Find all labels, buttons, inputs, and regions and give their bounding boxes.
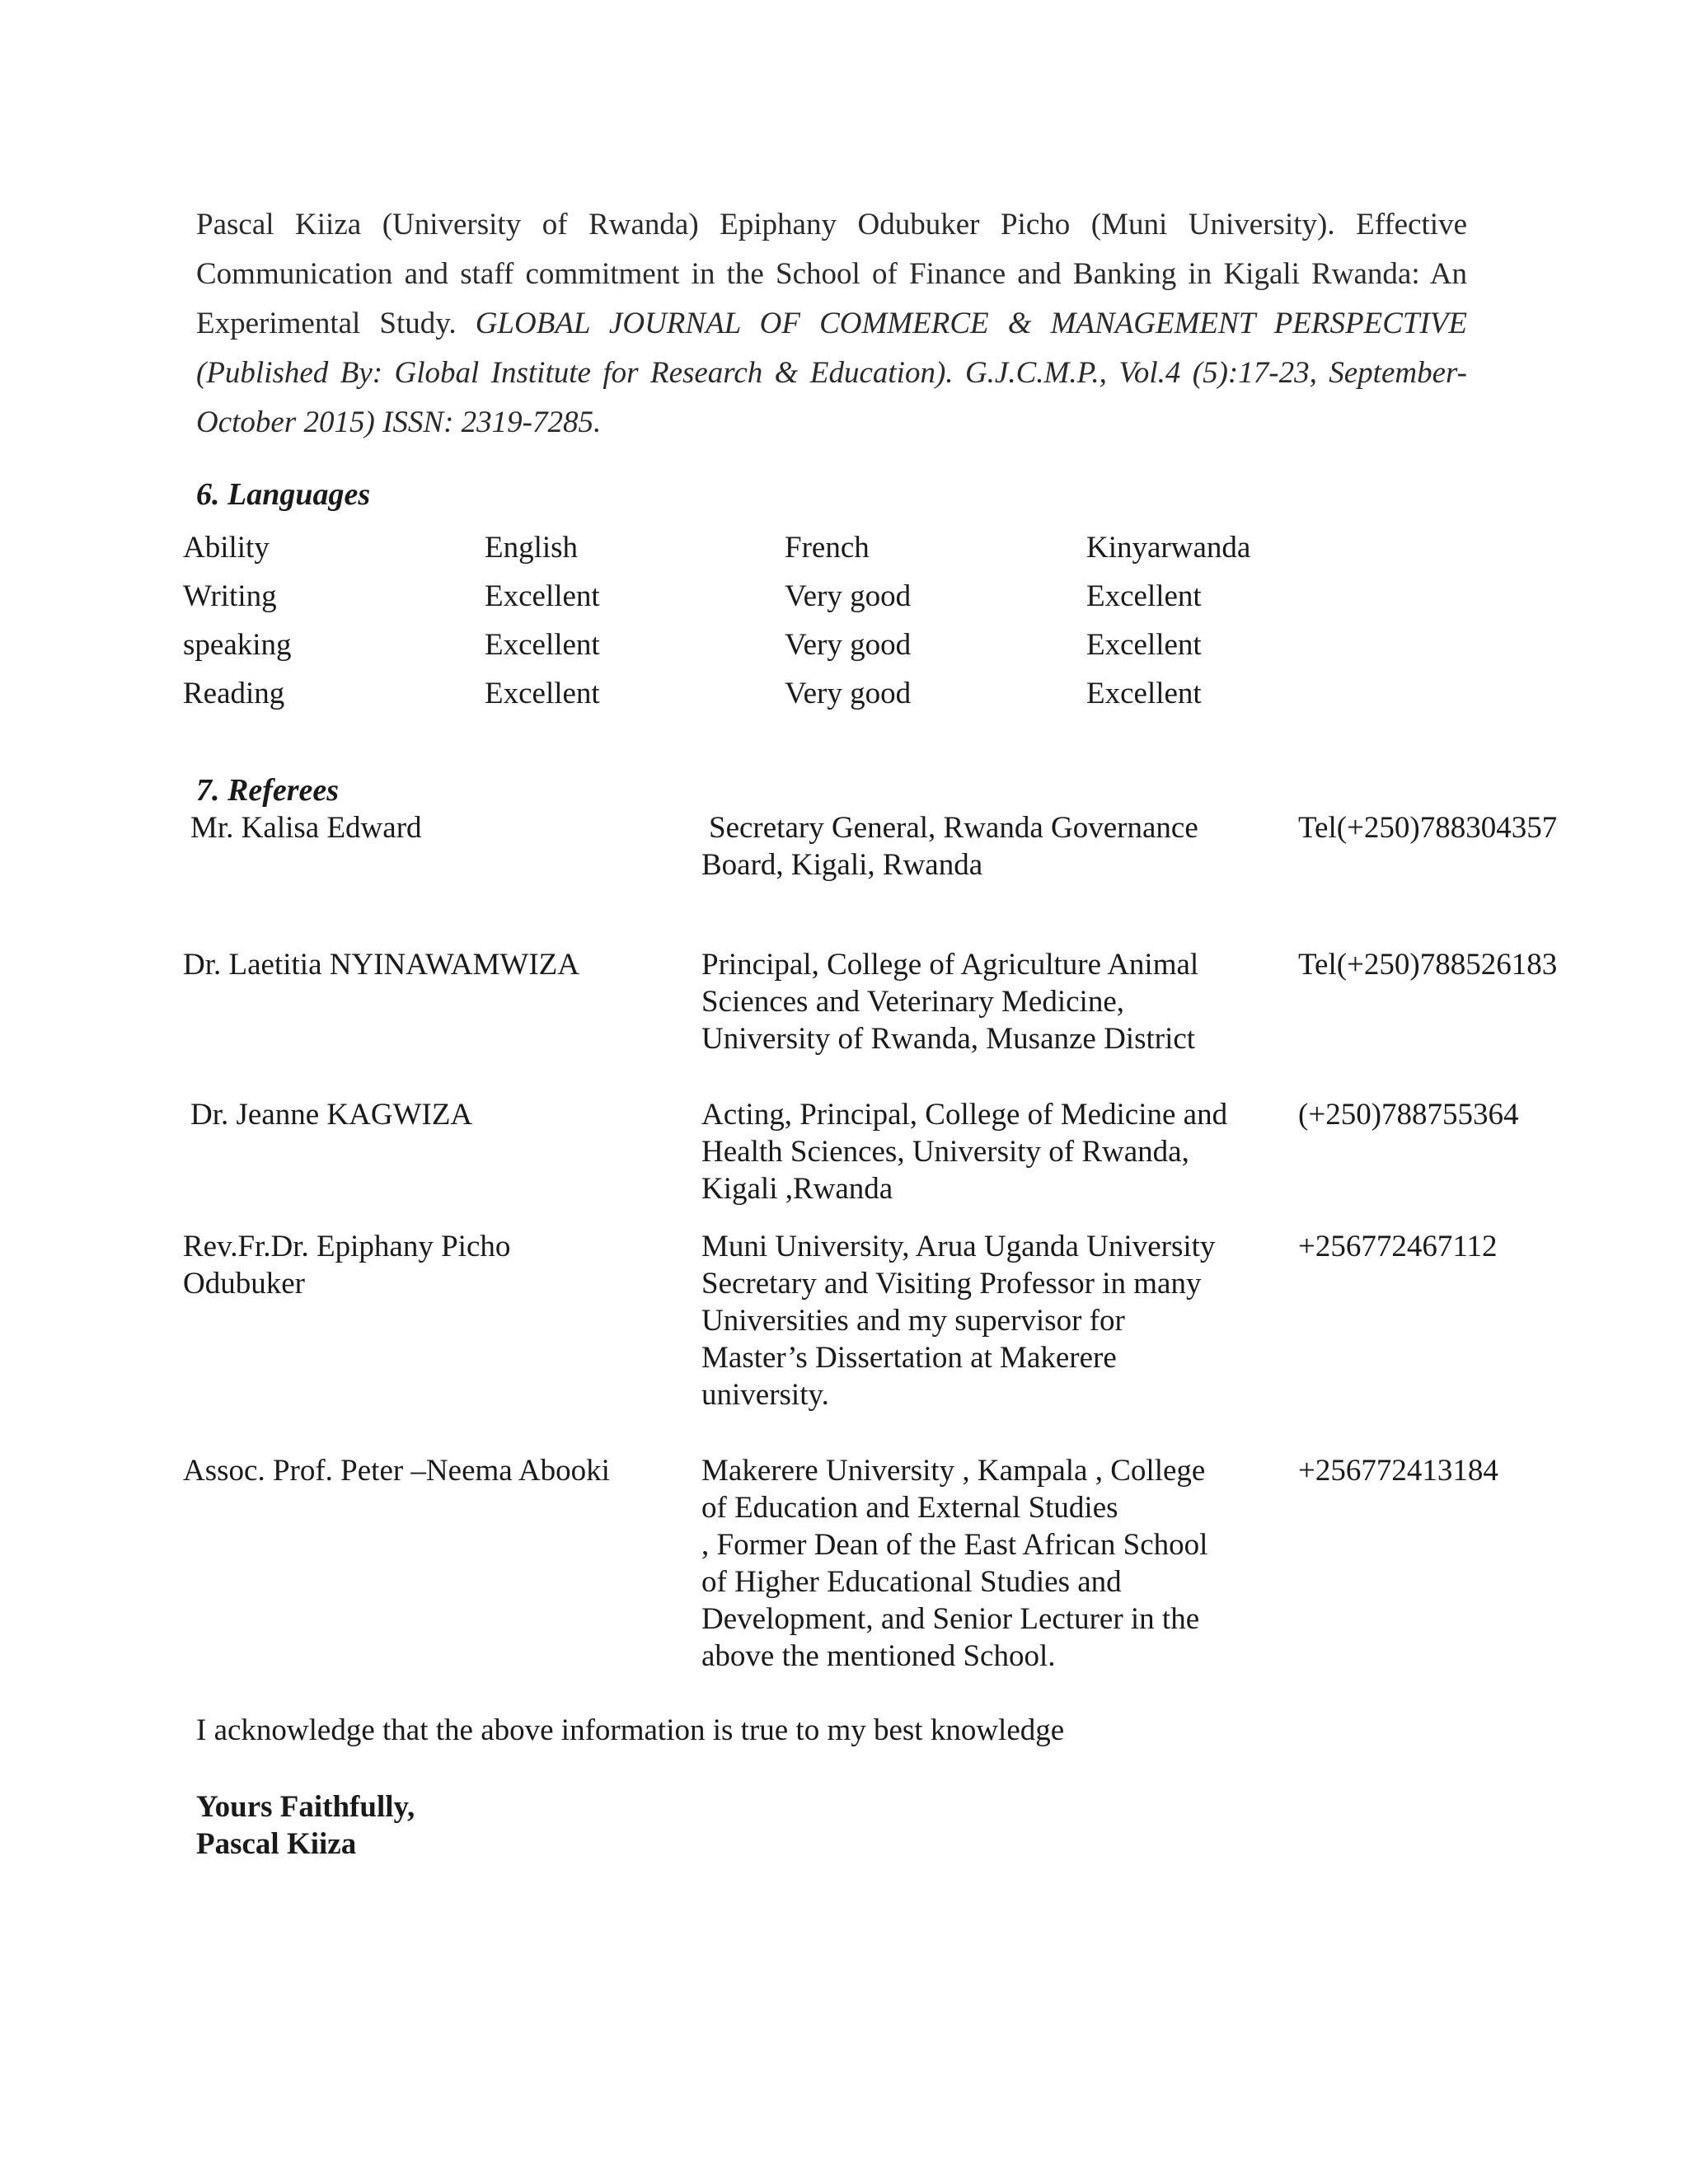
position-line: Principal, College of Agriculture Animal	[701, 948, 1199, 982]
languages-row	[183, 621, 1334, 669]
position-line: of Education and External Studies	[701, 1491, 1118, 1525]
languages-cell: Excellent	[1086, 628, 1202, 662]
publication-journal: GLOBAL JOURNAL OF COMMERCE & MANAGEMENT PERSPECTIVE (Published By: Global Institute for Research & Education). G.J.C.M.P., Vol.4 (5):17-23, September-October 2015) ISSN: 2319-7285.	[196, 307, 1467, 439]
languages-row	[183, 669, 1334, 718]
languages-cell: Excellent	[1086, 677, 1202, 710]
position-line: Secretary and Visiting Professor in many	[701, 1267, 1202, 1301]
position-line: Kigali ,Rwanda	[701, 1172, 893, 1206]
position-line: Makerere University , Kampala , College	[701, 1454, 1206, 1488]
position-line: of Higher Educational Studies and	[701, 1565, 1122, 1599]
languages-row	[183, 572, 1334, 621]
position-line: Acting, Principal, College of Medicine and	[701, 1098, 1228, 1132]
languages-header-cell: Ability	[183, 531, 270, 565]
salutation: Yours Faithfully,	[196, 1790, 415, 1824]
publication-citation: Pascal Kiiza (University of Rwanda) Epiphany Odubuker Picho (Muni University). Effective Communication and staff commitment in the School of Finance and Banking in Kigali Rwanda: An Experimental Study.	[196, 208, 1467, 340]
languages-cell: Writing	[183, 579, 277, 613]
languages-cell: Very good	[785, 677, 912, 710]
languages-header-cell: French	[785, 531, 870, 565]
languages-header-cell: Kinyarwanda	[1086, 531, 1251, 565]
referee-name: Dr. Laetitia NYINAWAMWIZA	[183, 948, 579, 982]
position-line: Master’s Dissertation at Makerere	[701, 1341, 1117, 1375]
referee-phone: Tel(+250)788526183	[1298, 948, 1558, 982]
referee-position	[701, 809, 1262, 883]
position-line: Secretary General, Rwanda Governance	[709, 811, 1198, 845]
referee-name-line: Odubuker	[183, 1267, 305, 1301]
referee-phone: (+250)788755364	[1298, 1098, 1519, 1132]
referee-phone: +256772467112	[1298, 1230, 1498, 1263]
position-line: Universities and my supervisor for	[701, 1304, 1125, 1338]
referee-name: Mr. Kalisa Edward	[190, 811, 422, 845]
languages-cell: Reading	[183, 677, 285, 710]
languages-cell: Very good	[785, 579, 912, 613]
referee-position	[701, 1228, 1262, 1413]
referee-position	[701, 1096, 1262, 1207]
position-line: above the mentioned School.	[701, 1639, 1056, 1673]
position-line: Sciences and Veterinary Medicine,	[701, 985, 1125, 1019]
referees-heading: 7. Referees	[196, 773, 340, 808]
referee-name-line: Rev.Fr.Dr. Epiphany Picho	[183, 1230, 511, 1263]
languages-cell: Excellent	[1086, 579, 1202, 613]
languages-cell: Excellent	[485, 677, 600, 710]
referee-name: Dr. Jeanne KAGWIZA	[190, 1098, 473, 1132]
languages-table	[183, 523, 1334, 718]
position-line: university.	[701, 1378, 829, 1412]
closing-block	[196, 1788, 415, 1863]
languages-cell: Excellent	[485, 579, 600, 613]
languages-cell: Excellent	[485, 628, 600, 662]
referee-position	[701, 946, 1262, 1057]
referee-phone: +256772413184	[1298, 1454, 1498, 1488]
languages-cell: speaking	[183, 628, 292, 662]
languages-heading: 6. Languages	[196, 477, 371, 512]
languages-header-row	[183, 523, 1334, 572]
referee-position	[701, 1452, 1262, 1675]
referee-name: Assoc. Prof. Peter –Neema Abooki	[183, 1454, 610, 1488]
languages-cell: Very good	[785, 628, 912, 662]
position-line: Board, Kigali, Rwanda	[701, 848, 983, 882]
referee-phone: Tel(+250)788304357	[1298, 811, 1558, 845]
position-line: University of Rwanda, Musanze District	[701, 1022, 1196, 1056]
position-line: Muni University, Arua Uganda University	[701, 1230, 1216, 1263]
referee-name	[183, 1228, 678, 1302]
signature-name: Pascal Kiiza	[196, 1827, 357, 1861]
position-line: Health Sciences, University of Rwanda,	[701, 1135, 1189, 1169]
acknowledgement-text: I acknowledge that the above information is true to my best knowledge	[196, 1713, 1065, 1747]
languages-header-cell: English	[485, 531, 579, 565]
position-line: Development, and Senior Lecturer in the	[701, 1602, 1200, 1636]
publication-entry	[196, 200, 1467, 448]
position-line: , Former Dean of the East African School	[701, 1528, 1208, 1562]
